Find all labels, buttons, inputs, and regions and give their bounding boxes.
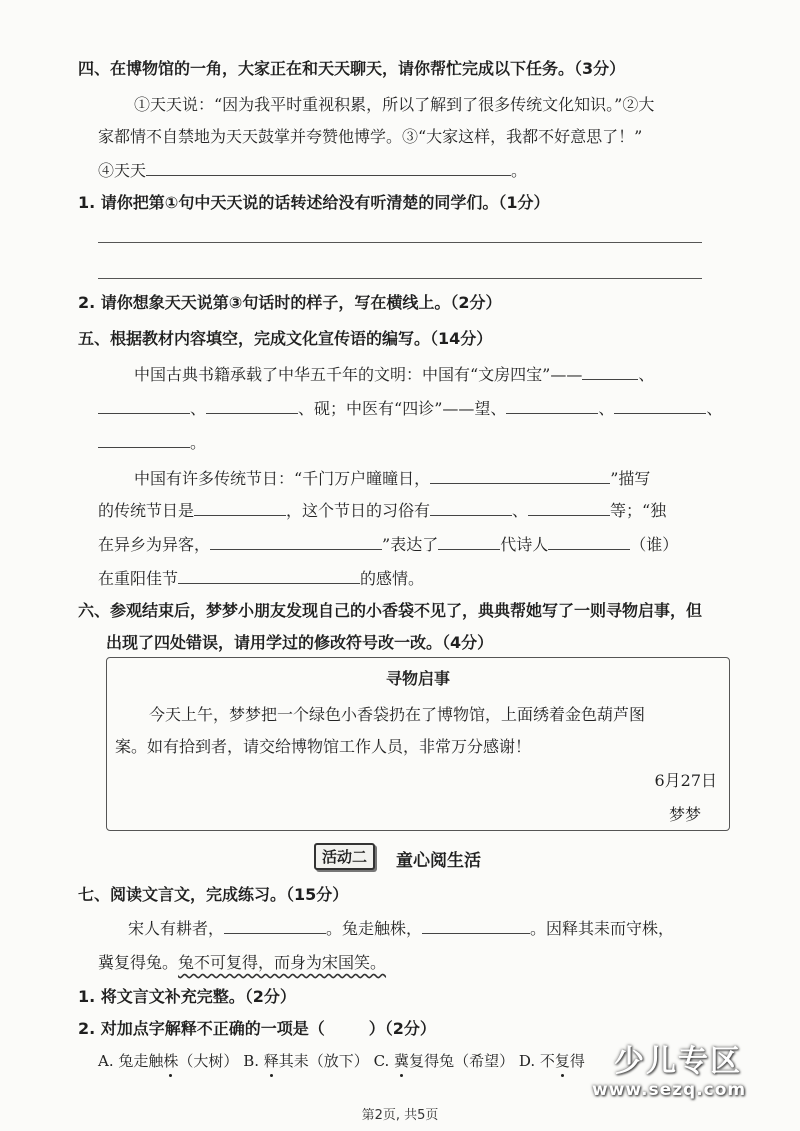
s5-text: 的感情。 xyxy=(360,569,425,588)
option-a[interactable] xyxy=(98,1052,238,1070)
option-c[interactable] xyxy=(374,1052,515,1070)
answer-blank[interactable] xyxy=(548,533,630,550)
s5-text: 、 xyxy=(598,399,615,418)
answer-blank[interactable] xyxy=(194,499,286,516)
answer-blank[interactable] xyxy=(506,397,598,414)
dotted-char: 冀 xyxy=(394,1052,410,1070)
s5-text: ”描写 xyxy=(610,469,651,488)
notice-signature: 梦梦 xyxy=(668,805,701,824)
s5-line-4 xyxy=(134,466,650,489)
s5-line-2 xyxy=(98,396,722,419)
option-b[interactable] xyxy=(243,1052,369,1070)
dotted-char: 释 xyxy=(263,1052,279,1070)
s5-text: 。 xyxy=(190,433,207,452)
s5-line-6 xyxy=(98,532,678,555)
page-number: 第2页, 共5页 xyxy=(361,1108,439,1123)
s7-q2-text: 2. 对加点字解释不正确的一项是（ xyxy=(78,1019,325,1038)
activity-title: 童心阅生活 xyxy=(396,851,481,871)
s5-line-5 xyxy=(98,498,666,521)
section-6-title-line-2: 出现了四处错误，请用学过的修改符号改一改。（4分） xyxy=(106,633,494,652)
s4-line3-end: 。 xyxy=(511,161,528,180)
s4-question-1: 1. 请你把第①句中天天说的话转述给没有听清楚的同学们。（1分） xyxy=(78,193,550,212)
classical-text-line-2 xyxy=(98,950,386,973)
option-d-gloss: 得 xyxy=(569,1052,585,1070)
s5-text: 在异乡为异客， xyxy=(98,535,211,554)
answer-blank[interactable] xyxy=(430,467,610,484)
watermark-brand: 少儿专区 xyxy=(614,1044,742,1079)
activity-tag: 活动二 xyxy=(314,843,375,870)
s5-text: 、砚；中医有“四诊”——望、 xyxy=(298,399,507,418)
answer-blank[interactable] xyxy=(528,499,610,516)
option-a-text: A. 兔走触 xyxy=(98,1052,164,1070)
s4-question-2: 2. 请你想象天天说第③句话时的样子，写在横线上。（2分） xyxy=(78,293,502,312)
s4-line3-text: ④天天 xyxy=(98,161,147,180)
classical-text: 。因释其耒而守株， xyxy=(530,919,675,938)
s5-line-7 xyxy=(98,566,424,589)
classical-text: 宋人有耕者， xyxy=(128,919,225,938)
s5-text: ”表达了 xyxy=(382,535,439,554)
s4-paragraph-line-3 xyxy=(98,158,527,181)
s5-text: 、 xyxy=(638,365,655,384)
s5-text: ，这个节日的习俗有 xyxy=(286,501,431,520)
classical-text: 冀复得兔。 xyxy=(98,953,179,972)
s7-question-1: 1. 将文言文补充完整。（2分） xyxy=(78,987,296,1006)
option-d[interactable] xyxy=(519,1052,585,1070)
section-5-title: 五、根据教材内容填空，完成文化宣传语的编写。（14分） xyxy=(78,329,493,348)
answer-blank[interactable] xyxy=(422,917,530,934)
s5-line-1 xyxy=(134,362,654,385)
s5-text: 的传统节日是 xyxy=(98,501,195,520)
answer-blank[interactable] xyxy=(430,499,512,516)
answer-blank[interactable] xyxy=(438,533,500,550)
section-6-title-line-1: 六、参观结束后，梦梦小朋友发现自己的小香袋不见了，典典帮她写了一则寻物启事，但 xyxy=(78,601,703,620)
answer-blank[interactable] xyxy=(178,567,360,584)
section-4-title: 四、在博物馆的一角，大家正在和天天聊天，请你帮忙完成以下任务。（3分） xyxy=(78,59,626,78)
option-b-gloss: 其耒（放下） xyxy=(278,1052,369,1070)
classical-text-line-1 xyxy=(128,916,674,939)
s5-text: 、 xyxy=(512,501,529,520)
dotted-char: 株 xyxy=(163,1052,179,1070)
s5-text: （谁） xyxy=(630,535,679,554)
dotted-char: 复 xyxy=(554,1052,570,1070)
s5-text: 代诗人 xyxy=(500,535,549,554)
answer-line-1[interactable] xyxy=(98,242,702,243)
section-7-title: 七、阅读文言文，完成练习。（15分） xyxy=(78,885,349,904)
notice-paragraph-1: 今天上午，梦梦把一个绿色小香袋扔在了博物馆，上面绣着金色葫芦图 xyxy=(149,705,646,724)
s7-q2-text: ）（2分） xyxy=(368,1019,436,1038)
s5-text: 、 xyxy=(706,399,723,418)
option-b-text: B. xyxy=(243,1052,264,1070)
answer-blank[interactable] xyxy=(210,533,382,550)
answer-blank[interactable] xyxy=(614,397,706,414)
s5-text: 、 xyxy=(190,399,207,418)
notice-paragraph-2: 案。如有拾到者，请交给博物馆工作人员，非常万分感谢！ xyxy=(115,737,532,756)
notice-date: 6月27日 xyxy=(654,771,717,790)
answer-blank[interactable] xyxy=(146,159,511,176)
notice-title: 寻物启事 xyxy=(385,669,450,688)
answer-blank[interactable] xyxy=(206,397,298,414)
option-c-gloss: 复得兔（希望） xyxy=(409,1052,515,1070)
answer-blank[interactable] xyxy=(582,363,638,380)
classical-text: 。兔走触株， xyxy=(326,919,423,938)
answer-blank[interactable] xyxy=(98,397,190,414)
s4-paragraph-line-2: 家都情不自禁地为天天鼓掌并夸赞他博学。③“大家这样，我都不好意思了！” xyxy=(98,127,643,146)
answer-blank[interactable] xyxy=(224,917,326,934)
s4-paragraph-line-1: ①天天说：“因为我平时重视积累，所以了解到了很多传统文化知识。”②大 xyxy=(134,95,655,114)
s5-text: 中国有许多传统节日：“千门万户曈曈日， xyxy=(134,469,431,488)
option-a-gloss: （大树） xyxy=(178,1052,239,1070)
s7-options xyxy=(98,1050,585,1071)
option-c-text: C. xyxy=(373,1052,395,1070)
s5-text: 中国古典书籍承载了中华五千年的文明：中国有“文房四宝”—— xyxy=(134,365,583,384)
lost-notice-box xyxy=(106,657,730,831)
s5-text: 在重阳佳节 xyxy=(98,569,179,588)
s5-text: 等；“独 xyxy=(610,501,667,520)
answer-line-2[interactable] xyxy=(98,278,702,279)
watermark-url: www.sezq.com xyxy=(592,1080,747,1100)
wavy-underlined-sentence: 兔不可复得，而身为宋国笑。 xyxy=(178,953,387,972)
s7-question-2 xyxy=(78,1016,436,1039)
answer-blank[interactable] xyxy=(98,431,190,448)
s5-line-3 xyxy=(98,430,206,453)
option-d-text: D. 不 xyxy=(518,1052,555,1070)
